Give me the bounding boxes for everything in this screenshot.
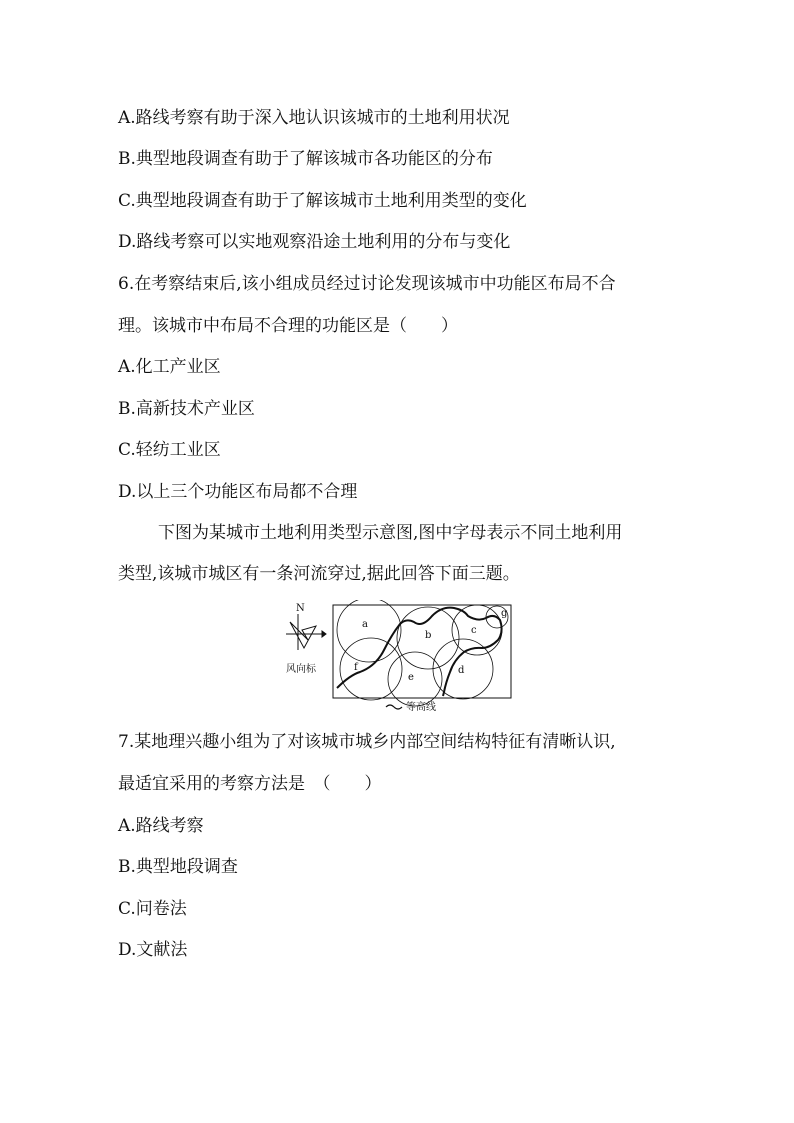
option-7a: A.路线考察 [118,816,204,836]
option-6d: D.以上三个功能区布局都不合理 [118,482,358,502]
contour-legend-icon [386,705,402,709]
question-6-line2: 理。该城市中布局不合理的功能区是（ ） [118,316,458,336]
contour-legend-label: 等高线 [406,702,436,713]
option-7c: C.问卷法 [118,899,187,919]
area-label-b: b [425,630,432,641]
question-7-line2: 最适宜采用的考察方法是 （ ） [118,774,382,794]
question-7-line1: 7.某地理兴趣小组为了对该城市城乡内部空间结构特征有清晰认识, [118,732,616,752]
area-label-e: e [408,672,414,683]
wind-vane-icon [286,614,326,650]
area-label-c: c [471,625,477,636]
area-label-g: g [501,608,508,619]
option-6b: B.高新技术产业区 [118,399,255,419]
option-7b: B.典型地段调查 [118,857,238,877]
wind-vane-label: 风向标 [286,664,316,675]
land-use-circles [337,600,508,706]
land-use-figure [282,600,514,716]
option-6c: C.轻纺工业区 [118,440,221,460]
intro-line1: 下图为某城市土地利用类型示意图,图中字母表示不同土地利用 [158,523,623,543]
area-label-d: d [458,665,465,676]
north-label: N [296,603,305,614]
intro-line2: 类型,该城市城区有一条河流穿过,据此回答下面三题。 [118,564,520,584]
option-5c: C.典型地段调查有助于了解该城市土地利用类型的变化 [118,191,527,211]
option-7d: D.文献法 [118,940,188,960]
area-label-f: f [354,662,358,673]
option-5d: D.路线考察可以实地观察沿途土地利用的分布与变化 [118,232,511,252]
option-5a: A.路线考察有助于深入地认识该城市的土地利用状况 [118,108,510,128]
area-label-a: a [362,619,368,630]
question-6-line1: 6.在考察结束后,该小组成员经过讨论发现该城市中功能区布局不合 [118,274,616,294]
option-5b: B.典型地段调查有助于了解该城市各功能区的分布 [118,149,493,169]
option-6a: A.化工产业区 [118,357,221,377]
